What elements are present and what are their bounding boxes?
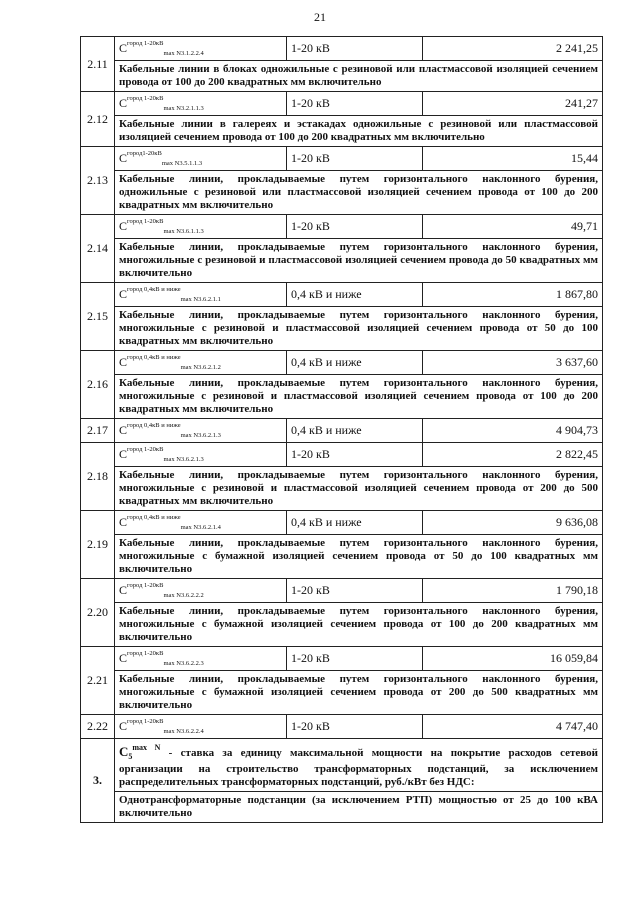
voltage-cell: 1-20 кВ [287, 147, 423, 171]
rate-subscript: max N3.6.2.2.4 [163, 728, 204, 735]
row-number: 2.16 [81, 351, 115, 419]
table-row [81, 283, 603, 307]
rate-code [115, 647, 287, 671]
rate-subscript: max N3.6.2.1.3 [163, 456, 204, 463]
description-row [81, 375, 603, 419]
rate-superscript: город 1-20кВ [127, 40, 164, 47]
description-row [81, 116, 603, 147]
section-3-row [81, 739, 603, 792]
rate-letter: C [119, 355, 128, 369]
table-row [81, 419, 603, 443]
rate-superscript: город 1-20кВ [127, 650, 164, 657]
description-row [81, 671, 603, 715]
row-description: Кабельные линии, прокладываемые путем горизонтального наклонного бурения, многожильные с бумажной изоляцией сечением провода от 50 до 100 квадратных мм включительно [115, 535, 603, 579]
section-letter: C [119, 744, 129, 759]
row-number: 2.11 [81, 37, 115, 92]
value-cell: 9 636,08 [423, 511, 603, 535]
row-description: Кабельные линии в блоках одножильные с резиновой или пластмассовой изоляцией сечением провода от 100 до 200 квадратных мм включительно [115, 61, 603, 92]
row-number: 2.14 [81, 215, 115, 283]
row-number: 2.13 [81, 147, 115, 215]
table-row [81, 715, 603, 739]
row-number: 2.18 [81, 443, 115, 511]
rate-superscript: город 0,4кВ и ниже [127, 354, 181, 361]
rate-superscript: город 0,4кВ и ниже [127, 514, 181, 521]
description-row [81, 171, 603, 215]
rate-superscript: город 1-20кВ [127, 446, 164, 453]
rate-letter: C [119, 583, 128, 597]
section-3-description [115, 739, 603, 792]
rate-code [115, 715, 287, 739]
substation-description: Однотрансформаторные подстанции (за исключением РТП) мощностью от 25 до 100 кВА включительно [115, 792, 603, 823]
rate-letter: C [119, 219, 128, 233]
rate-code [115, 37, 287, 61]
page-number: 21 [314, 10, 326, 24]
description-row [81, 535, 603, 579]
section-number: 3. [81, 739, 115, 823]
value-cell: 16 059,84 [423, 647, 603, 671]
value-cell: 3 637,60 [423, 351, 603, 375]
rate-letter: C [119, 447, 128, 461]
value-cell: 2 822,45 [423, 443, 603, 467]
row-number: 2.12 [81, 92, 115, 147]
rate-letter: C [119, 423, 128, 437]
rate-letter: C [119, 96, 128, 110]
value-cell: 2 241,25 [423, 37, 603, 61]
rate-superscript: город 0,4кВ и ниже [127, 286, 181, 293]
description-row [81, 467, 603, 511]
section-superscript: max N [132, 743, 161, 752]
voltage-cell: 0,4 кВ и ниже [287, 511, 423, 535]
description-row [81, 307, 603, 351]
value-cell: 1 867,80 [423, 283, 603, 307]
table-row [81, 92, 603, 116]
table-row [81, 215, 603, 239]
row-description: Кабельные линии, прокладываемые путем горизонтального наклонного бурения, многожильные с резиновой и пластмассовой изоляцией сечением провода от 50 до 100 квадратных мм включительно [115, 307, 603, 351]
row-description: Кабельные линии, прокладываемые путем горизонтального наклонного бурения, многожильные с резиновой и пластмассовой изоляцией сечением провода от 200 до 500 квадратных мм включительно [115, 467, 603, 511]
table-row [81, 579, 603, 603]
voltage-cell: 0,4 кВ и ниже [287, 283, 423, 307]
rate-letter: C [119, 719, 128, 733]
rate-subscript: max N3.6.2.2.2 [163, 592, 204, 599]
rate-code [115, 351, 287, 375]
voltage-cell: 1-20 кВ [287, 579, 423, 603]
voltage-cell: 0,4 кВ и ниже [287, 351, 423, 375]
rate-superscript: город 1-20кВ [127, 582, 164, 589]
rate-superscript: город 1-20кВ [127, 95, 164, 102]
rate-subscript: max N3.6.2.1.4 [180, 524, 221, 531]
description-row [81, 61, 603, 92]
description-row [81, 603, 603, 647]
value-cell: 1 790,18 [423, 579, 603, 603]
table-row [81, 147, 603, 171]
tariff-table [80, 36, 603, 823]
row-description: Кабельные линии, прокладываемые путем горизонтального наклонного бурения, многожильные с резиновой и пластмассовой изоляцией сечением провода до 50 квадратных мм включительно [115, 239, 603, 283]
row-number: 2.22 [81, 715, 115, 739]
section-subscript: 5 [128, 752, 133, 761]
voltage-cell: 1-20 кВ [287, 443, 423, 467]
row-number: 2.19 [81, 511, 115, 579]
rate-code [115, 283, 287, 307]
rate-letter: C [119, 41, 128, 55]
rate-letter: C [119, 151, 128, 165]
rate-subscript: max N3.6.2.1.2 [180, 364, 221, 371]
rate-superscript: город 0,4кВ и ниже [127, 422, 181, 429]
rate-code [115, 147, 287, 171]
rate-letter: C [119, 651, 128, 665]
table-row [81, 351, 603, 375]
rate-code [115, 215, 287, 239]
row-number: 2.15 [81, 283, 115, 351]
rate-code [115, 419, 287, 443]
value-cell: 4 747,40 [423, 715, 603, 739]
voltage-cell: 1-20 кВ [287, 647, 423, 671]
rate-superscript: город1-20кВ [127, 150, 162, 157]
rate-code [115, 511, 287, 535]
rate-superscript: город 1-20кВ [127, 718, 164, 725]
value-cell: 15,44 [423, 147, 603, 171]
row-description: Кабельные линии, прокладываемые путем горизонтального наклонного бурения, многожильные с бумажной изоляцией сечением провода от 200 до 500 квадратных мм включительно [115, 671, 603, 715]
voltage-cell: 1-20 кВ [287, 215, 423, 239]
voltage-cell: 1-20 кВ [287, 92, 423, 116]
rate-subscript: max N3.2.1.1.3 [163, 105, 204, 112]
table-row [81, 511, 603, 535]
rate-letter: C [119, 287, 128, 301]
row-description: Кабельные линии, прокладываемые путем горизонтального наклонного бурения, одножильные с резиновой или пластмассовой изоляцией сечением провода от 100 до 200 квадратных мм включительно [115, 171, 603, 215]
rate-subscript: max N3.5.1.1.3 [161, 160, 203, 167]
rate-subscript: max N3.6.2.1.3 [180, 432, 221, 439]
rate-code [115, 92, 287, 116]
rate-subscript: max N3.6.2.1.1 [180, 296, 221, 303]
voltage-cell: 1-20 кВ [287, 715, 423, 739]
value-cell: 49,71 [423, 215, 603, 239]
voltage-cell: 1-20 кВ [287, 37, 423, 61]
row-description: Кабельные линии, прокладываемые путем горизонтального наклонного бурения, многожильные с резиновой и пластмассовой изоляцией сечением провода от 100 до 200 квадратных мм включительно [115, 375, 603, 419]
value-cell: 241,27 [423, 92, 603, 116]
table-row [81, 443, 603, 467]
last-description-row [81, 792, 603, 823]
rate-subscript: max N3.6.2.2.3 [163, 660, 204, 667]
rate-subscript: max N3.6.1.1.3 [163, 228, 204, 235]
rate-letter: C [119, 515, 128, 529]
row-description: Кабельные линии в галереях и эстакадах одножильные с резиновой или пластмассовой изоляцией сечением провода от 100 до 200 квадратных мм включительно [115, 116, 603, 147]
row-number: 2.20 [81, 579, 115, 647]
table-row [81, 37, 603, 61]
value-cell: 4 904,73 [423, 419, 603, 443]
row-description: Кабельные линии, прокладываемые путем горизонтального наклонного бурения, многожильные с бумажной изоляцией сечением провода от 100 до 200 квадратных мм включительно [115, 603, 603, 647]
row-number: 2.17 [81, 419, 115, 443]
rate-code [115, 579, 287, 603]
rate-code [115, 443, 287, 467]
voltage-cell: 0,4 кВ и ниже [287, 419, 423, 443]
section-text: - ставка за единицу максимальной мощности на покрытие расходов сетевой организации на строительство трансформаторных подстанций, за исключением распределительных трансформаторных подстанций, руб./кВт без НДС: [119, 747, 598, 788]
description-row [81, 239, 603, 283]
rate-superscript: город 1-20кВ [127, 218, 164, 225]
row-number: 2.21 [81, 647, 115, 715]
rate-subscript: max N3.1.2.2.4 [163, 50, 204, 57]
table-row [81, 647, 603, 671]
